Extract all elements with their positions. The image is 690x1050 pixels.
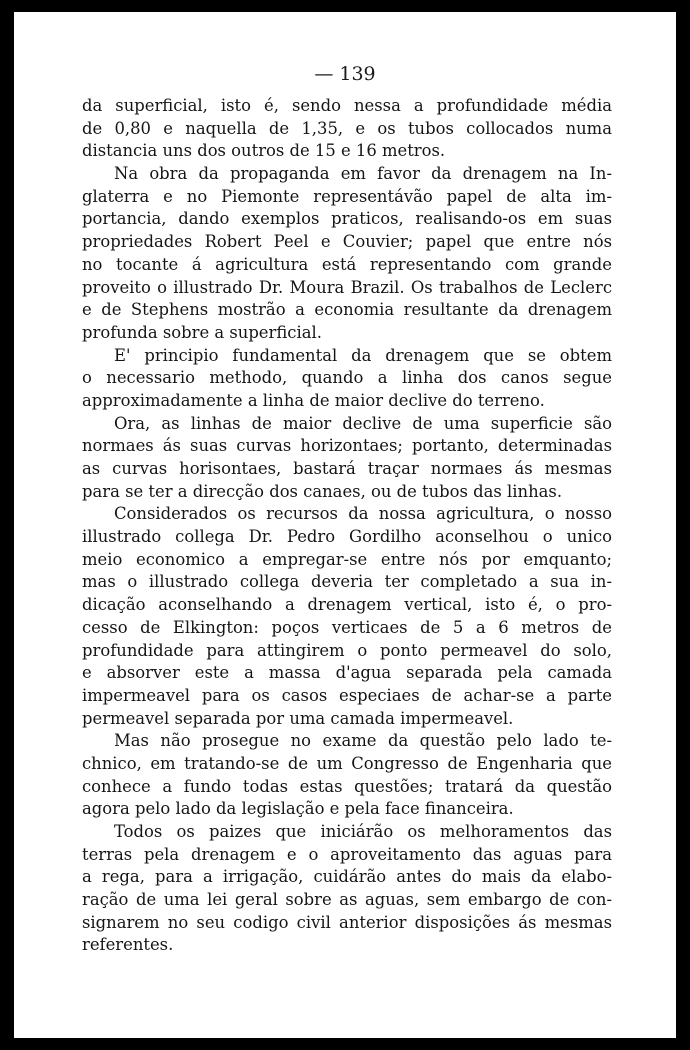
text-line: propriedades Robert Peel e Couvier; papel que entre nós	[82, 232, 612, 252]
text-line: para se ter a direcção dos canaes, ou de tubos das linhas.	[82, 481, 563, 501]
text-line: profunda sobre a superficial.	[82, 322, 322, 342]
text-line: da superficial, isto é, sendo nessa a profundidade média	[82, 96, 612, 115]
text-line: portancia, dando exemplos praticos, realisando-os em suas	[82, 209, 612, 229]
paragraph	[82, 503, 612, 730]
text-line: Mas não prosegue no exame da questão pelo lado te-	[114, 731, 612, 751]
text-line: illustrado collega Dr. Pedro Gordilho aconselhou o unico	[82, 527, 612, 547]
text-line: mas o illustrado collega deveria ter completado a sua in-	[82, 572, 612, 592]
text-line: conhece a fundo todas estas questões; tratará da questão	[82, 776, 612, 796]
text-line: o necessario methodo, quando a linha dos canos segue	[82, 368, 612, 388]
text-line: permeavel separada por uma camada impermeavel.	[82, 708, 514, 728]
text-line: Na obra da propaganda em favor da drenagem na In-	[114, 164, 612, 184]
book-page	[14, 12, 676, 1038]
page-number: — 139	[314, 63, 376, 85]
body-text	[82, 95, 612, 957]
text-line: Todos os paizes que iniciárão os melhoramentos das	[114, 822, 612, 841]
text-line: referentes.	[82, 935, 174, 955]
text-line: ração de uma lei geral sobre as aguas, sem embargo de con-	[82, 890, 612, 910]
text-line: signarem no seu codigo civil anterior disposições ás mesmas	[82, 912, 612, 932]
text-line: chnico, em tratando-se de um Congresso de Engenharia que	[82, 753, 612, 773]
paragraph	[82, 345, 612, 413]
text-line: terras pela drenagem e o aproveitamento das aguas para	[82, 844, 612, 864]
paragraph	[82, 730, 612, 821]
text-line: impermeavel para os casos especiaes de achar-se a parte	[82, 685, 612, 705]
text-line: agora pelo lado da legislação e pela face financeira.	[82, 799, 514, 819]
text-line: E' principio fundamental da drenagem que se obtem	[114, 345, 612, 365]
text-line: Considerados os recursos da nossa agricultura, o nosso	[114, 504, 612, 524]
text-line: approximadamente a linha de maior declive do terreno.	[82, 390, 545, 410]
text-line: e absorver este a massa d'agua separada pela camada	[82, 663, 612, 683]
text-line: a rega, para a irrigação, cuidárão antes do mais da elabo-	[82, 867, 612, 887]
text-line: cesso de Elkington: poços verticaes de 5 a 6 metros de	[82, 617, 612, 637]
text-line: de 0,80 e naquella de 1,35, e os tubos collocados numa	[82, 118, 612, 138]
text-line: glaterra e no Piemonte representávão papel de alta im-	[82, 186, 612, 206]
text-line: profundidade para attingirem o ponto permeavel do solo,	[82, 640, 612, 660]
text-line: as curvas horisontaes, bastará traçar normaes ás mesmas	[82, 459, 612, 478]
paragraph	[82, 821, 612, 957]
paragraph	[82, 413, 612, 504]
text-line: e de Stephens mostrão a economia resultante da drenagem	[82, 300, 612, 320]
text-line: no tocante á agricultura está representando com grande	[82, 254, 612, 274]
text-line: dicação aconselhando a drenagem vertical, isto é, o pro-	[82, 595, 612, 615]
text-line: distancia uns dos outros de 15 e 16 metros.	[82, 141, 446, 161]
text-line: Ora, as linhas de maior declive de uma superficie são	[114, 413, 612, 433]
text-line: proveito o illustrado Dr. Moura Brazil. Os trabalhos de Leclerc	[82, 277, 612, 297]
paragraph	[82, 163, 612, 345]
text-line: normaes ás suas curvas horizontaes; portanto, determinadas	[82, 436, 612, 456]
text-line: meio economico a empregar-se entre nós por emquanto;	[82, 549, 612, 569]
paragraph	[82, 95, 612, 163]
